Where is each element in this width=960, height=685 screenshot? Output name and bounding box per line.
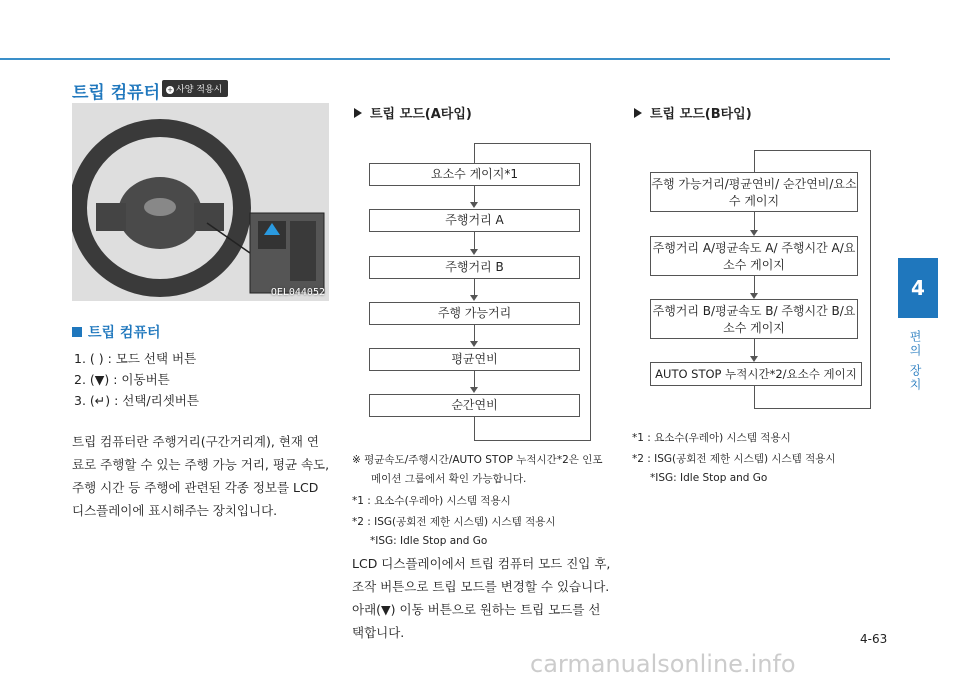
flow-box-a: 주행거리 B xyxy=(369,256,580,279)
flow-box-a: 요소수 게이지*1 xyxy=(369,163,580,186)
connector-line xyxy=(474,325,475,341)
col-b-note: *ISG: Idle Stop and Go xyxy=(650,472,768,484)
arrow-down-icon xyxy=(470,249,478,255)
connector-line xyxy=(474,232,475,249)
col-b-title xyxy=(634,103,752,122)
triangle-icon xyxy=(354,108,362,118)
loop-line xyxy=(754,408,871,409)
col-a-note: 메이션 그룹에서 확인 가능합니다. xyxy=(371,473,527,485)
col-b-note: *1 : 요소수(우레아) 시스템 적용시 xyxy=(632,432,791,444)
connector-line xyxy=(474,143,475,163)
option-badge xyxy=(162,80,228,97)
arrow-down-icon xyxy=(470,341,478,347)
loop-line xyxy=(474,417,475,440)
col-a-note: *2 : ISG(공회전 제한 시스템) 시스템 적용시 xyxy=(352,516,556,528)
arrow-down-icon xyxy=(470,202,478,208)
list-item: 2. (▼) : 이동버튼 xyxy=(74,372,170,387)
col-a-note: ※ 평균속도/주행시간/AUTO STOP 누적시간*2은 인포 xyxy=(352,454,603,466)
arrow-down-icon xyxy=(470,387,478,393)
section-heading-text: 트립 컴퓨터 xyxy=(88,325,161,341)
col-a-note: *ISG: Idle Stop and Go xyxy=(370,535,488,547)
badge-label: 사양 적용시 xyxy=(176,85,223,95)
col-a-title xyxy=(354,103,472,122)
flow-box-a: 순간연비 xyxy=(369,394,580,417)
connector-line xyxy=(754,339,755,356)
loop-line xyxy=(870,150,871,408)
triangle-icon xyxy=(634,108,642,118)
list-item: 3. (↵) : 선택/리셋버튼 xyxy=(74,393,199,408)
col-a-title-text: 트립 모드(A타입) xyxy=(370,107,472,122)
chapter-tab[interactable]: 4 xyxy=(898,258,938,318)
list-item: 1. ( ) : 모드 선택 버튼 xyxy=(74,351,197,366)
loop-line xyxy=(754,150,871,151)
connector-line xyxy=(754,212,755,230)
loop-line xyxy=(754,386,755,408)
info-icon: + xyxy=(167,85,173,94)
loop-line xyxy=(474,143,580,144)
chapter-label: 편의 장치 xyxy=(908,330,922,392)
col-b-note: *2 : ISG(공회전 제한 시스템) 시스템 적용시 xyxy=(632,453,836,465)
flow-box-a: 주행 가능거리 xyxy=(369,302,580,325)
connector-line xyxy=(754,276,755,293)
section-body: 트립 컴퓨터란 주행거리(구간거리계), 현재 연료로 주행할 수 있는 주행 가능 거리, 평균 속도, 주행 시간 등 주행에 관련된 각종 정보를 LCD 디스플레이에 표시해주는 장치입니다. xyxy=(72,434,330,518)
image-code: OEL044052 xyxy=(270,287,325,298)
loop-line xyxy=(474,440,591,441)
header-rule xyxy=(0,58,890,60)
connector-line xyxy=(474,186,475,202)
flow-box-a: 평균연비 xyxy=(369,348,580,371)
col-a-note: *1 : 요소수(우레아) 시스템 적용시 xyxy=(352,495,511,507)
loop-line xyxy=(590,143,591,440)
arrow-down-icon xyxy=(470,295,478,301)
connector-line xyxy=(474,371,475,387)
connector-line xyxy=(474,279,475,295)
flow-box-b: 주행 가능거리/평균연비/ 순간연비/요소수 게이지 xyxy=(650,172,858,212)
page-title: 트립 컴퓨터 xyxy=(72,83,161,103)
flow-box-b: 주행거리 B/평균속도 B/ 주행시간 B/요소수 게이지 xyxy=(650,299,858,339)
connector-line xyxy=(754,150,755,172)
flow-box-b: AUTO STOP 누적시간*2/요소수 게이지 xyxy=(650,362,862,386)
description: LCD 디스플레이에서 트립 컴퓨터 모드 진입 후, 조작 버튼으로 트립 모드를 변경할 수 있습니다. 아래(▼) 이동 버튼으로 원하는 트립 모드를 선택합니다. xyxy=(352,556,611,640)
section-heading xyxy=(72,322,161,342)
page-number: 4-63 xyxy=(860,632,888,646)
watermark: carmanualsonline.info xyxy=(530,650,796,678)
bullet-square-icon xyxy=(72,327,82,337)
flow-box-b: 주행거리 A/평균속도 A/ 주행시간 A/요소수 게이지 xyxy=(650,236,858,276)
flow-box-a: 주행거리 A xyxy=(369,209,580,232)
col-b-title-text: 트립 모드(B타입) xyxy=(650,107,752,122)
button-list xyxy=(74,348,199,411)
steering-wheel-image xyxy=(72,103,329,301)
